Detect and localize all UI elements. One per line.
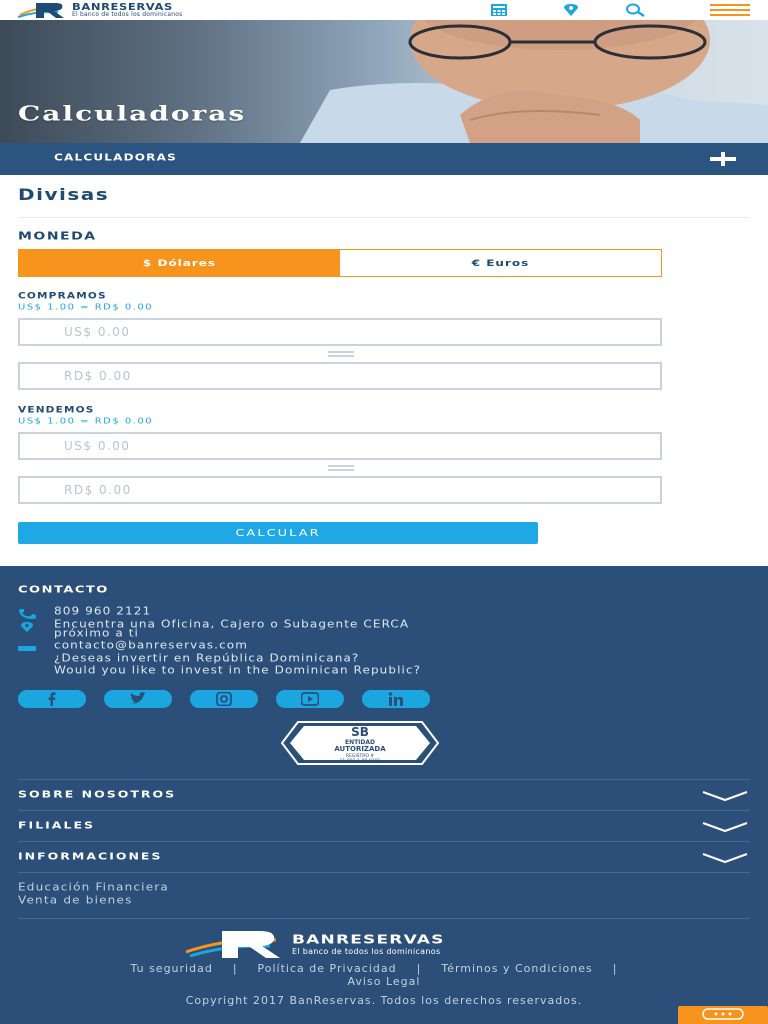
location-pin-icon[interactable]: [560, 3, 582, 17]
sell-local-input[interactable]: [20, 478, 660, 502]
contact-phone: 809 960 2121: [54, 605, 152, 618]
chevron-down-icon[interactable]: [702, 821, 748, 833]
sell-foreign-input[interactable]: [20, 434, 660, 458]
chat-button[interactable]: [678, 1006, 768, 1024]
currency-label: MONEDA: [18, 230, 97, 243]
legal-separator: |: [612, 962, 618, 975]
badge-line3: REGISTRO #: [345, 754, 375, 759]
link-venta-de-bienes[interactable]: Venta de bienes: [18, 894, 133, 906]
buy-rate: US$ 1.00 = RD$ 0.00: [18, 303, 154, 312]
tab-euros-label: € Euros: [471, 257, 530, 269]
buy-local-input-box: [18, 362, 662, 390]
link-educacion-financiera[interactable]: Educación Financiera: [18, 881, 169, 893]
chevron-down-icon[interactable]: [702, 790, 748, 802]
accordion-sobre-nosotros[interactable]: SOBRE NOSOTROS: [18, 788, 177, 800]
contact-office-line1: Encuentra una Oficina, Cajero o Subagente CERCA: [54, 618, 410, 631]
top-header: [0, 0, 768, 20]
link-aviso-legal[interactable]: Aviso Legal: [347, 975, 421, 988]
invest-es-link: ¿Deseas invertir en República Dominicana?: [54, 652, 360, 665]
divider: [18, 810, 750, 811]
invest-en-link: Would you like to invest in the Dominican Republic?: [54, 664, 422, 677]
instagram-button[interactable]: [190, 690, 258, 708]
link-politica-privacidad[interactable]: Política de Privacidad: [257, 962, 397, 975]
sell-label: VENDEMOS: [18, 405, 95, 415]
divider: [18, 841, 750, 842]
phone-icon: [18, 609, 36, 619]
linkedin-icon: [387, 692, 405, 706]
accordion-informaciones[interactable]: INFORMACIONES: [18, 850, 163, 862]
legal-separator: |: [416, 962, 422, 975]
logo-name: BANRESERVAS: [72, 1, 173, 13]
footer: [0, 566, 768, 1024]
equals-icon: [328, 465, 354, 471]
contact-office-line2: próximo a ti: [54, 627, 139, 640]
logo-tagline: El banco de todos los dominicanos: [72, 11, 183, 18]
badge-line4: 11-001-1-00-0101: [339, 759, 381, 764]
divider: [18, 872, 750, 873]
contact-phone-row[interactable]: [18, 607, 758, 619]
calculator-heading: Divisas: [18, 185, 110, 204]
section-bar-label: CALCULADORAS: [54, 152, 177, 163]
facebook-button[interactable]: [18, 690, 86, 708]
badge-line2: AUTORIZADA: [334, 745, 386, 753]
calculator-icon[interactable]: [488, 3, 510, 17]
footer-logo[interactable]: [186, 930, 586, 958]
divider: [18, 217, 750, 218]
footer-logo-name: BANRESERVAS: [292, 932, 445, 947]
twitter-button[interactable]: [104, 690, 172, 708]
copyright: Copyright 2017 BanReservas. Todos los derechos reservados.: [185, 994, 583, 1007]
expand-plus-icon[interactable]: [710, 152, 736, 166]
youtube-icon: [301, 692, 319, 706]
hero-banner: [0, 20, 768, 143]
tab-dolares[interactable]: [19, 250, 340, 276]
calculate-button-label: CALCULAR: [235, 527, 321, 539]
menu-icon[interactable]: [710, 3, 750, 17]
invest-en-row[interactable]: [18, 666, 758, 678]
tab-euros[interactable]: [340, 250, 661, 276]
footer-logo-mark-icon: [186, 930, 286, 958]
tab-dolares-label: $ Dólares: [142, 257, 217, 269]
calculadoras-menu-bar[interactable]: [0, 143, 768, 175]
sb-authorized-badge: [278, 720, 442, 766]
logo-mark-icon: [18, 2, 66, 18]
buy-local-input[interactable]: [20, 364, 660, 388]
badge-sb: SB: [351, 725, 369, 739]
page-title: Calculadoras: [18, 102, 247, 126]
legal-separator: |: [232, 962, 238, 975]
buy-label: COMPRAMOS: [18, 291, 107, 301]
legal-links: [0, 962, 768, 988]
sell-local-input-box: [18, 476, 662, 504]
chevron-down-icon[interactable]: [702, 852, 748, 864]
footer-logo-tagline: El banco de todos los dominicanos: [292, 947, 441, 956]
badge-line1: ENTIDAD: [344, 739, 376, 746]
divider: [18, 918, 750, 919]
location-pin-icon: [18, 622, 36, 632]
contact-title: CONTACTO: [18, 584, 109, 596]
youtube-button[interactable]: [276, 690, 344, 708]
contact-email: contacto@banreservas.com: [54, 639, 248, 652]
banreservas-logo[interactable]: [8, 2, 228, 18]
calculate-button[interactable]: [18, 522, 538, 544]
equals-icon: [328, 351, 354, 357]
instagram-icon: [215, 692, 233, 706]
twitter-icon: [129, 692, 147, 706]
sell-foreign-input-box: [18, 432, 662, 460]
sell-rate: US$ 1.00 = RD$ 0.00: [18, 417, 154, 426]
buy-foreign-input-box: [18, 318, 662, 346]
chat-bubble-icon: [702, 1008, 744, 1022]
accordion-filiales[interactable]: FILIALES: [18, 819, 95, 831]
mail-icon: [18, 643, 36, 653]
contact-email-row[interactable]: [18, 641, 758, 653]
facebook-icon: [43, 692, 61, 706]
linkedin-button[interactable]: [362, 690, 430, 708]
divider: [18, 779, 750, 780]
search-icon[interactable]: [624, 3, 646, 17]
buy-foreign-input[interactable]: [20, 320, 660, 344]
currency-tabs: [18, 249, 662, 277]
link-tu-seguridad[interactable]: Tu seguridad: [130, 962, 213, 975]
link-terminos-condiciones[interactable]: Términos y Condiciones: [441, 962, 593, 975]
